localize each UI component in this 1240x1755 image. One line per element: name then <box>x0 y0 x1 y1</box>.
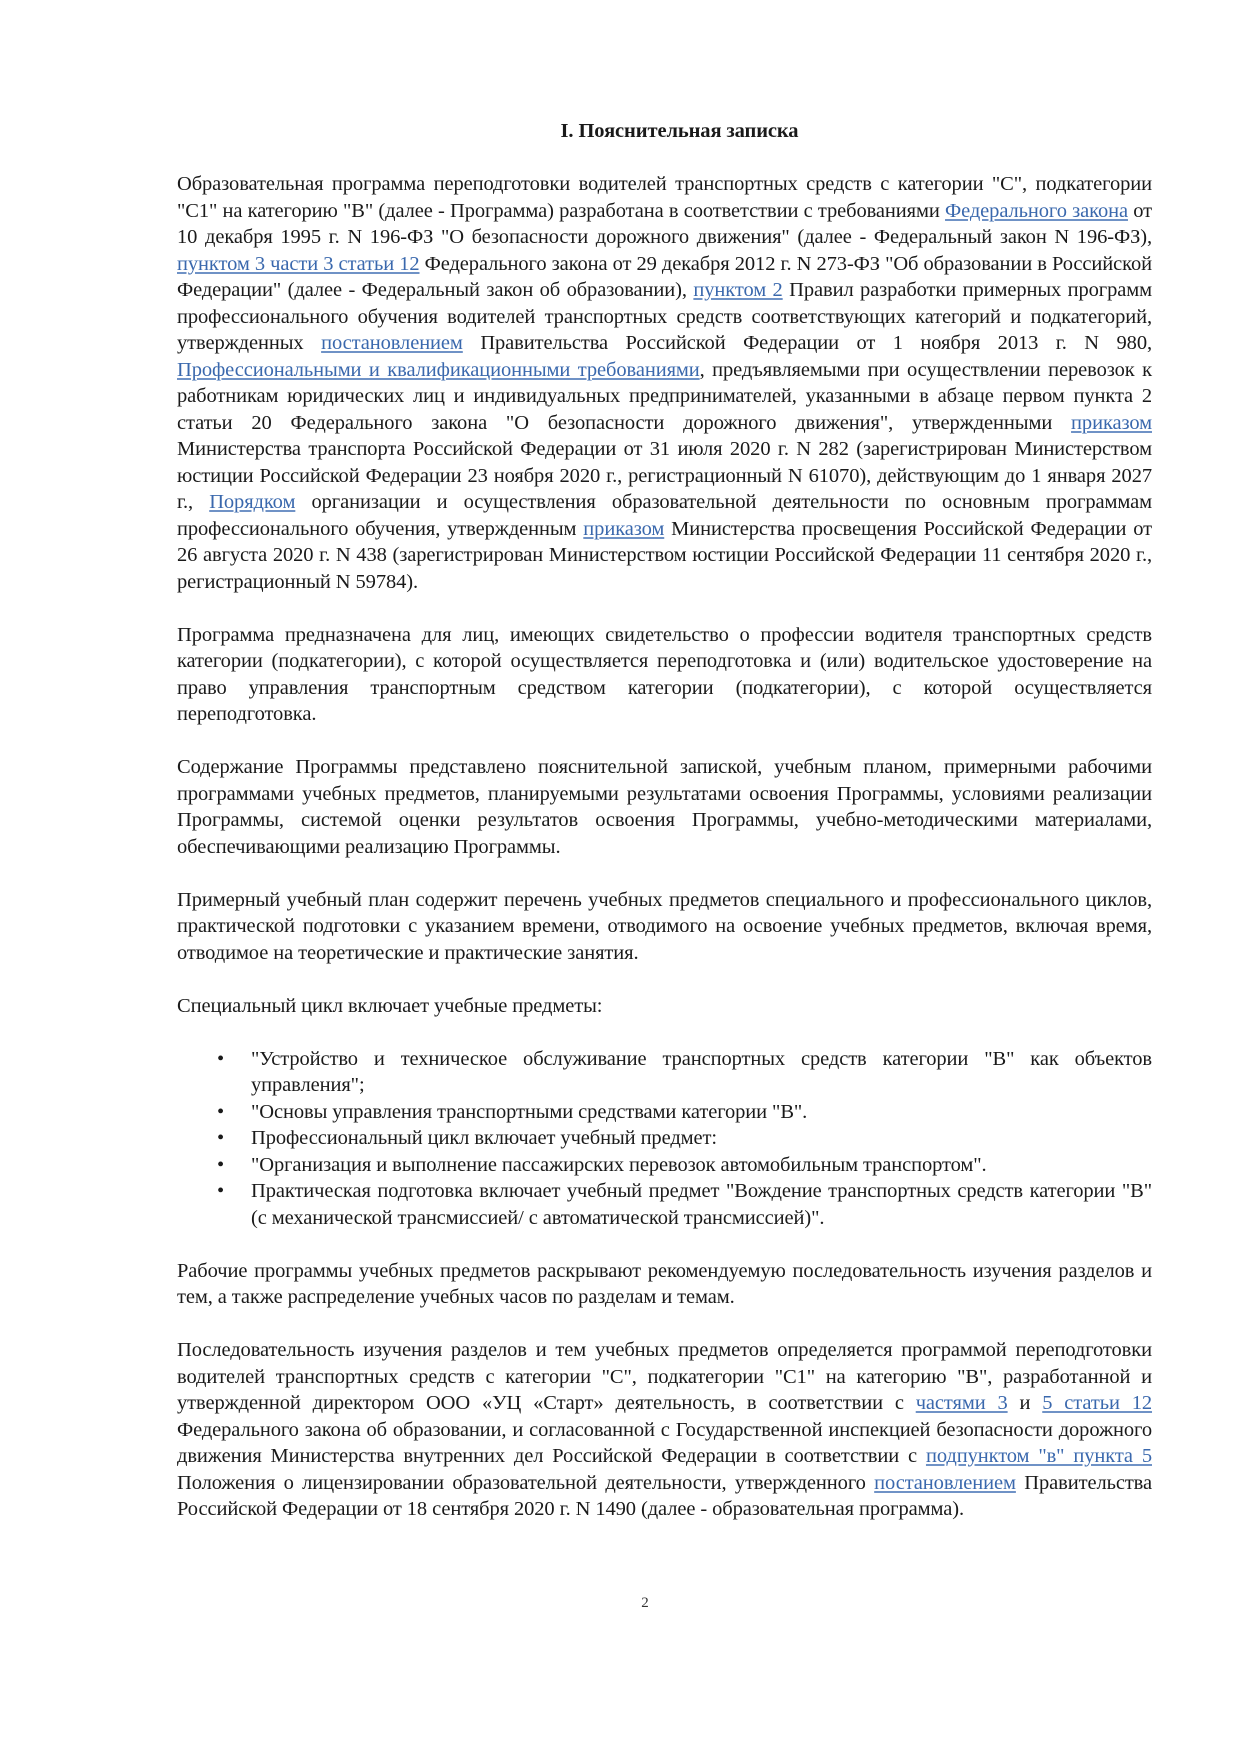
link-poryadok[interactable]: Порядком <box>209 491 296 513</box>
paragraph-special-cycle: Специальный цикл включает учебные предметы: <box>177 994 603 1017</box>
link-professional-requirements[interactable]: Профессиональными и квалификационными требованиями <box>177 358 700 381</box>
bullet-icon: • <box>217 1100 225 1123</box>
paragraph-work-programs: Рабочие программы учебных предметов раскрывают рекомендуемую последовательность изучения разделов и тем, а также распределение учебных часов по разделам и темам. <box>177 1259 1152 1308</box>
paragraph-program-contents: Содержание Программы представлено пояснительной запиской, учебным планом, примерными рабочими программами учебных предметов, планируемыми результатами освоения Программы, условиями реализации Программы, системой оценки результатов освоения Программы, учебно-методическими материалами, обеспечивающими реализацию Программы. <box>177 756 1152 858</box>
link-federal-law[interactable]: Федерального закона <box>945 199 1128 222</box>
bullet-icon: • <box>217 1153 225 1176</box>
list-item: • "Организация и выполнение пассажирских перевозок автомобильным транспортом". <box>177 1152 1152 1179</box>
page-number: 2 <box>641 1595 649 1611</box>
section-title: I. Пояснительная записка <box>560 120 799 142</box>
paragraph-target-audience: Программа предназначена для лиц, имеющих свидетельство о профессии водителя транспортных средств категории (подкатегории), с которой осуществляется переподготовка и (или) водительское удостоверение на право управления транспортным средством категории (подкатегории), с которой осуществляется переподготовка. <box>177 623 1152 725</box>
link-article-12-part-5[interactable]: 5 статьи 12 <box>1042 1392 1153 1414</box>
bullet-icon: • <box>217 1180 225 1202</box>
bullet-icon: • <box>217 1047 225 1070</box>
list-item: • Профессиональный цикл включает учебный предмет: <box>177 1125 1152 1152</box>
paragraph-legal-basis: Образовательная программа переподготовки водителей транспортных средств с категории "С", подкатегории "С1" на категорию "В" (далее - Программа) разработана в соответствии с требованиями Федерального закона от 10 декабря 1995 г. N 196-ФЗ "О безопасности дорожного движения" (далее - Федеральный закон N 196-ФЗ), пунктом 3 части 3 статьи 12 Федерального закона от 29 декабря 2012 г. N 273-ФЗ "Об образовании в Российской Федерации" (далее - Федеральный закон об образовании), пунктом 2 Правил разработки примерных программ профессионального обучения водителей транспортных средств соответствующих категорий и подкатегорий, утвержденных постановлением Правительства Российской Федерации от 1 ноября 2013 г. N 980, Профессиональными и квалификационными требованиями, предъявляемыми при осуществлении перевозок к работникам юридических лиц и индивидуальных предпринимателей, указанными в абзаце первом пункта 2 статьи 20 Федерального закона "О безопасности дорожного движения", утвержденными приказом Министерства транспорта Российской Федерации от 31 июля 2020 г. N 282 (зарегистрирован Министерством юстиции Российской Федерации 23 ноября 2020 г., регистрационный N 61070), действующим до 1 января 2027 г., Порядком организации и осуществления образовательной деятельности по основным программам профессионального обучения, утвержденным приказом Министерства просвещения Российской Федерации от 26 августа 2020 г. N 438 (зарегистрирован Министерством юстиции Российской Федерации 11 сентября 2020 г., регистрационный N 59784). <box>177 173 1153 593</box>
paragraph-study-plan: Примерный учебный план содержит перечень учебных предметов специального и профессионального циклов, практической подготовки с указанием времени, отводимого на освоение учебных предметов, включая время, отводимое на теоретические и практические занятия. <box>177 888 1152 964</box>
link-postanovlenie-980[interactable]: постановлением <box>321 332 463 354</box>
paragraph-study-sequence: Последовательность изучения разделов и тем учебных предметов определяется программой переподготовки водителей транспортных средств с категории "С", подкатегории "С1" на категорию "В", разработанной и утвержденной директором ООО «УЦ «Старт» деятельность, в соответствии с частями 3 и 5 статьи 12 Федерального закона об образовании, и согласованной с Государственной инспекцией безопасности дорожного движения Министерства внутренних дел Российской Федерации в соответствии с подпунктом "в" пункта 5 Положения о лицензировании образовательной деятельности, утвержденного постановлением Правительства Российской Федерации от 18 сентября 2020 г. N 1490 (далее - образовательная программа). <box>177 1339 1153 1520</box>
link-parts-3[interactable]: частями 3 <box>915 1392 1008 1414</box>
link-prikaz-282[interactable]: приказом <box>1071 411 1152 434</box>
link-article-12-part-3[interactable]: пунктом 3 части 3 статьи 12 <box>177 252 420 275</box>
list-item: • "Основы управления транспортными средствами категории "В". <box>177 1099 1152 1126</box>
bullet-icon: • <box>217 1127 225 1149</box>
link-prikaz-438[interactable]: приказом <box>583 517 665 540</box>
list-item: • "Устройство и техническое обслуживание транспортных средств категории "В" как объектов управления"; <box>217 1047 1152 1096</box>
list-item: • Практическая подготовка включает учебный предмет "Вождение транспортных средств категории "В" (с механической трансмиссией/ с автоматической трансмиссией)". <box>217 1180 1152 1229</box>
page-content <box>177 118 1152 1523</box>
link-subpunkt-v-punkt-5[interactable]: подпунктом "в" пункта 5 <box>925 1445 1152 1467</box>
link-punkt-2[interactable]: пунктом 2 <box>693 279 783 301</box>
subjects-list <box>177 1046 1152 1232</box>
link-postanovlenie-1490[interactable]: постановлением <box>874 1471 1016 1494</box>
